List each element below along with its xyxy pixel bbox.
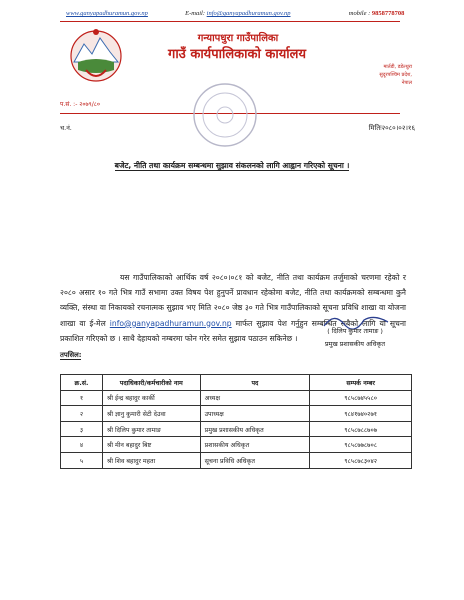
website-link[interactable]: www.ganyapadhuramun.gov.np bbox=[66, 10, 148, 17]
fiscal-year: प.सं. :- २०७९/८० bbox=[60, 101, 101, 108]
row-post: उपाध्यक्ष bbox=[200, 406, 310, 422]
row-serial: १ bbox=[61, 390, 103, 406]
table-row bbox=[61, 406, 412, 422]
row-contact: ९८५८७८३०४२ bbox=[310, 452, 412, 468]
row-serial: ५ bbox=[61, 452, 103, 468]
header-serial: क्र.सं. bbox=[61, 375, 103, 391]
notice-body-part-2: मार्फत सुझाव पेश गर्नुहुन सम्बन्धित सबैको लागि यो सूचना प्रकाशित गरिएको छ । साथै देहायको नम्बरमा फोन गरेर समेत सुझाव पठाउन सकिनेछ । bbox=[60, 318, 407, 343]
table-row bbox=[61, 437, 412, 453]
notice-title-text: बजेट, नीति तथा कार्यक्रम सम्बन्धमा सुझाव संकलनको लागि आह्वान गरिएको सूचना । bbox=[114, 161, 350, 170]
email-link[interactable]: info@ganyapadhuramun.gov.np bbox=[206, 10, 291, 17]
table-caption-text: तपसिल: bbox=[60, 351, 82, 359]
row-post: प्रमुख प्रशासकीय अधिकृत bbox=[200, 421, 310, 437]
table-row bbox=[61, 452, 412, 468]
address-line-1: मार्तडी, डडेल्धुरा bbox=[383, 64, 412, 70]
letter-date: मितिः२०८०।०२।१६ bbox=[368, 124, 415, 132]
mobile-number: 9858778708 bbox=[371, 10, 405, 17]
row-contact: ९८५८७८८७०७ bbox=[310, 421, 412, 437]
row-name: श्री ईन्द्र बहादुर कार्की bbox=[102, 390, 200, 406]
row-serial: २ bbox=[61, 406, 103, 422]
table-row bbox=[61, 390, 412, 406]
row-contact: ९८५८७७८७०८ bbox=[310, 437, 412, 453]
notice-body-part-1: यस गाउँपालिकाको आर्थिक वर्ष २०८०।०८१ को बजेट, नीति तथा कार्यक्रम तर्जुमाको चरणमा रहेको र २०८० असार १० गते भित्र गाउँ सभामा उक्त विषय पेश हुनुपर्ने प्रावधान रहेकोमा बजेट, नीति तथा कार्यक्रमको सम्बन्धमा कुनै व्यक्ति, संस्था वा निकायको रचनात्मक सुझाव भए मिति २०८० जेष्ठ ३० गते भित्र गाउँपालिकाको सूचना प्रविधि शाखा वा योजना शाखा वा ई-मेल bbox=[60, 273, 406, 328]
row-name: श्री ज्ञानु कुमारी सेटी देउवा bbox=[102, 406, 200, 422]
row-post: प्रशासकीय अधिकृत bbox=[200, 437, 310, 453]
row-contact: ९८५८७४५५८० bbox=[310, 390, 412, 406]
table-caption bbox=[60, 350, 81, 359]
office-seal-stamp bbox=[190, 80, 260, 150]
email-label: E-mail: bbox=[185, 10, 206, 17]
contact-table bbox=[60, 374, 412, 469]
office-name: गाउँ कार्यपालिकाको कार्यालय bbox=[168, 47, 306, 62]
top-rule bbox=[60, 21, 400, 22]
address-line-2: सुदूरपश्चिम प्रदेश, bbox=[379, 72, 412, 78]
notice-email-link[interactable]: info@ganyapadhuramun.gov.np bbox=[109, 318, 232, 328]
row-serial: ४ bbox=[61, 437, 103, 453]
signatory-designation: प्रमुख प्रशासकीय अधिकृत bbox=[325, 340, 385, 348]
header-post: पद bbox=[200, 375, 310, 391]
row-post: सूचना प्रविधि अधिकृत bbox=[200, 452, 310, 468]
address-block bbox=[352, 63, 412, 87]
address-line-3: नेपाल bbox=[401, 80, 412, 86]
municipality-name: गन्यापधुरा गाउँपालिका bbox=[197, 33, 279, 44]
row-contact: ९८४१७४०२७१ bbox=[310, 406, 412, 422]
row-post: अध्यक्ष bbox=[200, 390, 310, 406]
table-row bbox=[61, 421, 412, 437]
row-name: श्री शिव बहादुर महता bbox=[102, 452, 200, 468]
notice-title bbox=[76, 161, 388, 171]
signatory-name: ( दिलिप कुमार तामाङ ) bbox=[327, 327, 383, 335]
mobile-label: mobile : bbox=[348, 10, 371, 17]
header-name: पदाधिकारी/कर्मचारीको नाम bbox=[102, 375, 200, 391]
table-header-row bbox=[61, 375, 412, 391]
letter-number: च.नं. bbox=[60, 124, 72, 132]
row-serial: ३ bbox=[61, 421, 103, 437]
row-name: श्री मीन बहादुर बिष्ट bbox=[102, 437, 200, 453]
row-name: श्री दिलिप कुमार तामाङ bbox=[102, 421, 200, 437]
contact-line bbox=[66, 10, 406, 17]
header-contact: सम्पर्क नम्बर bbox=[310, 375, 412, 391]
